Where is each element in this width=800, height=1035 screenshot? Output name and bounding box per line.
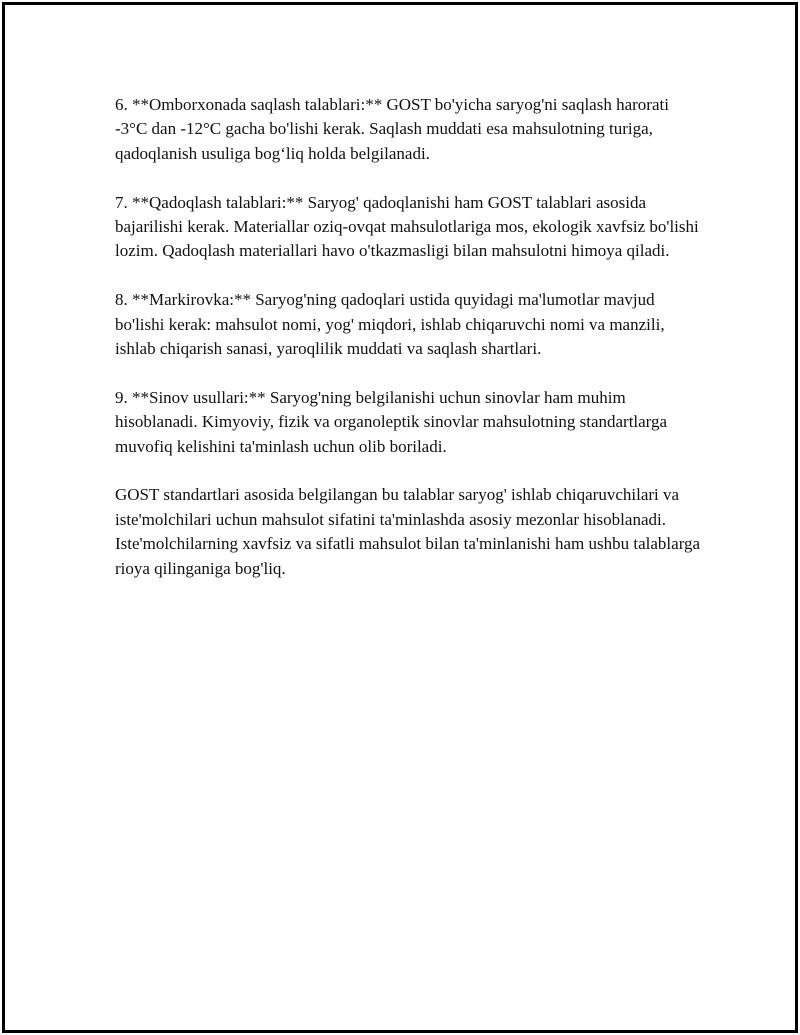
document-body: [115, 93, 705, 605]
paragraph-storage-requirements: 6. **Omborxonada saqlash talablari:** GOST bo'yicha saryog'ni saqlash harorati -3°C dan -12°C gacha bo'lishi kerak. Saqlash muddati esa mahsulotning turiga, qadoqlanish usuliga bog‘liq holda belgilanadi.: [115, 95, 669, 163]
paragraph-testing-methods: 9. **Sinov usullari:** Saryog'ning belgilanishi uchun sinovlar ham muhim hisoblanadi. Kimyoviy, fizik va organoleptik sinovlar mahsulotning standartlarga muvofiq kelishini ta'minlash uchun olib boriladi.: [115, 387, 668, 456]
paragraph-conclusion: GOST standartlari asosida belgilangan bu talablar saryog' ishlab chiqaruvchilari va iste'molchilari uchun mahsulot sifatini ta'minlashda asosiy mezonlar hisoblanadi. Iste'molchilarning xavfsiz va sifatli mahsulot bilan ta'minlanishi ham ushbu talablarga rioya qilinganiga bog'liq.: [115, 485, 701, 578]
paragraph-labeling: 8. **Markirovka:** Saryog'ning qadoqlari ustida quyidagi ma'lumotlar mavjud bo'lishi kerak: mahsulot nomi, yog' miqdori, ishlab chiqaruvchi nomi va manzili, ishlab chiqarish sanasi, yaroqlilik muddati va saqlash shartlari.: [115, 290, 665, 359]
paragraph-packaging-requirements: 7. **Qadoqlash talablari:** Saryog' qadoqlanishi ham GOST talablari asosida bajarilishi kerak. Materiallar oziq-ovqat mahsulotlariga mos, ekologik xavfsiz bo'lishi lozim. Qadoqlash materiallari havo o'tkazmasligi bilan mahsulotni himoya qiladi.: [115, 192, 699, 261]
